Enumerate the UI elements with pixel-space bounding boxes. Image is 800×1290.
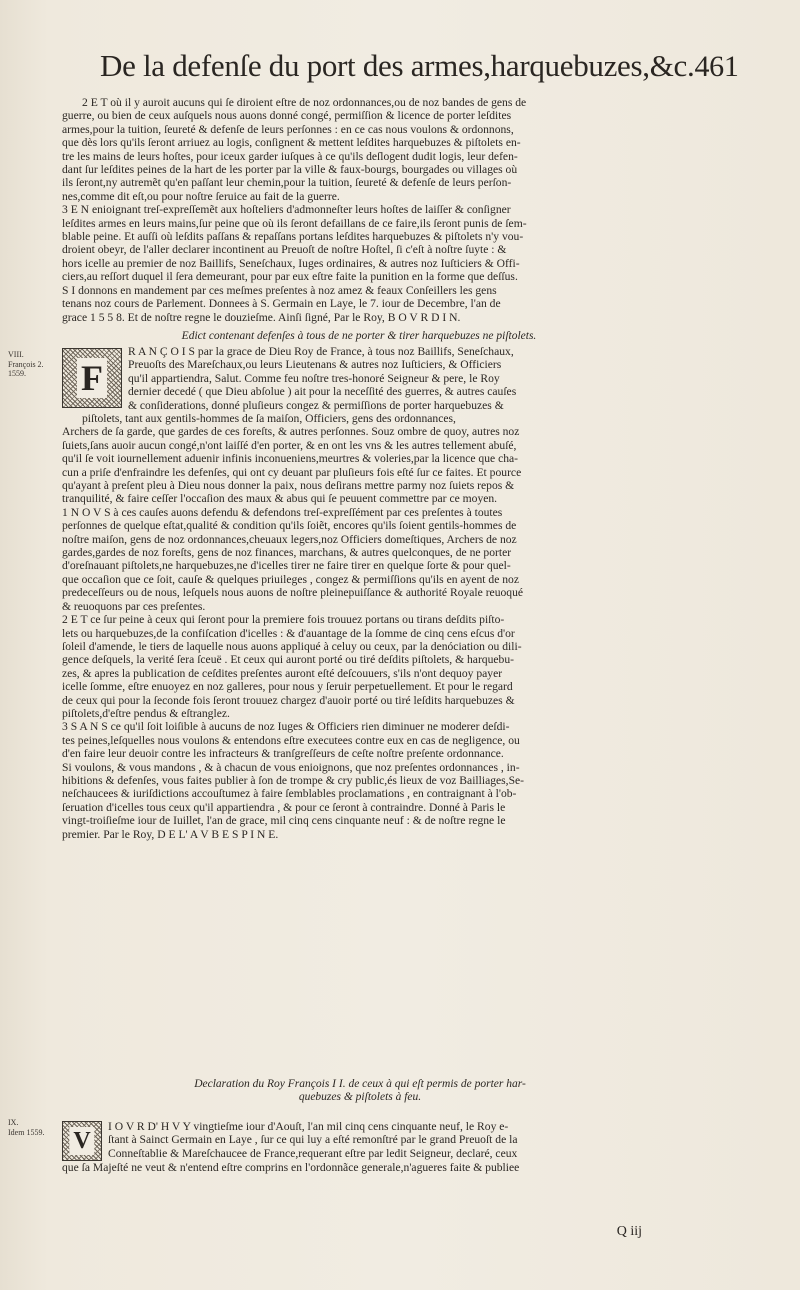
margin-numeral: VIII. bbox=[8, 350, 24, 359]
text-line: ciers,au reſſort duquel il ſera demeurant, pour par eux eſtre faite la punition en la forme que deſſus. bbox=[62, 270, 518, 284]
text-line: perſonnes de quelque eſtat,qualité & condition qu'ils ſoiẽt, encores qu'ils ſoient gentils-hommes de bbox=[62, 519, 517, 533]
text-line: zes, & apres la publication de ceſdites preſentes auront eſté deſcouuers, s'ils n'ont dequoy payer bbox=[62, 666, 503, 680]
margin-year: Idem 1559. bbox=[8, 1127, 45, 1137]
declaration-opening bbox=[108, 1120, 656, 1160]
text-line: ſoleil d'amende, le tiers de laquelle nous auons appliqué à celuy ou ceux, par la denóciation ou dili- bbox=[62, 639, 522, 653]
text-line: dant ſur leſdites peines de la hart de les porter par la ville & faux-bourgs, bourgades ou villages où bbox=[62, 163, 518, 177]
text-line: 3 E N enioignant treſ-expreſſemẽt aux hoſteliers d'admonneſter leurs hoſtes de laiſſer & conſigner bbox=[62, 203, 511, 217]
text-line: ſeruation d'icelles tous ceux qu'il appartiendra , & pour ce ſeront à contraindre. Donné à Paris le bbox=[62, 800, 506, 814]
initial-letter: V bbox=[69, 1127, 94, 1155]
text-line: d'oreſnauant piſtolets,ne harquebuzes,ne d'icelles tirer ne faire tirer en quelque ſorte & pour quel- bbox=[62, 559, 511, 573]
heading-line: Declaration du Roy François I I. de ceux à qui eſt permis de porter har- bbox=[194, 1078, 526, 1090]
declaration-heading bbox=[100, 1078, 620, 1105]
decorated-initial bbox=[62, 348, 122, 408]
text-line: droient obeyr, de l'aller declarer incontinent au Preuoſt de noſtre Hoſtel, ſi c'eſt à noſtre ſuyte : & bbox=[62, 243, 507, 257]
text-line: guerre, ou bien de ceux auſquels nous auons donné congé, permiſſion & licence de porter leſdites bbox=[62, 109, 512, 123]
text-line: dernier decedé ( que Dieu abſolue ) ait pour la neceſſité des guerres, & autres cauſes bbox=[128, 385, 517, 399]
text-line: icelle ſomme, eſtre enuoyez en noz galleres, pour nous y ſeruir perpetuellement. Et pour le regard bbox=[62, 680, 513, 694]
text-line: gardes,gardes de noz foreſts, gens de noz finances, marchans, & autres quelconques, de ne porter bbox=[62, 546, 512, 560]
text-line: que ſa Majeſté ne veut & n'entend eſtre comprins en l'ordonnãce generale,n'agueres faite & publiee bbox=[62, 1161, 520, 1174]
text-line: & reuoquons par ces preſentes. bbox=[62, 599, 206, 613]
text-line: tenans noz cours de Parlement. Donnees à S. Germain en Laye, le 7. iour de Decembre, l'an de bbox=[62, 297, 501, 311]
text-line: que dès lors qu'ils ſeront arriuez au logis, conſignent & mettent leſdites harquebuzes & piſtolets en- bbox=[62, 136, 521, 150]
text-line: ſuiets,ſans auoir aucun congé,n'ont laiſſé d'en porter, & en ont les vns & les autres tellement abuſé, bbox=[62, 438, 517, 452]
text-line: neſchaucees & iuriſdictions accouſtumez à faire ſemblables proclamations , en contraignant à l'ob- bbox=[62, 787, 517, 801]
edict-body bbox=[62, 412, 656, 841]
edict-opening bbox=[128, 345, 656, 412]
running-head bbox=[100, 48, 739, 84]
text-line: noſtre maiſon, gens de noz ordonnances,cheuaux legers,noz Officiers domeſtiques, Archers de noz bbox=[62, 532, 517, 546]
text-line: R A N Ç O I S par la grace de Dieu Roy de France, à tous noz Baillifs, Seneſchaux, bbox=[128, 345, 514, 358]
text-line: & conſiderations, donné pluſieurs congez & permiſſions de porter harquebuzes & bbox=[128, 398, 504, 412]
text-line: grace 1 5 5 8. Et de noſtre regne le douzieſme. Ainſi ſigné, Par le Roy, B O V R D I N. bbox=[62, 310, 461, 324]
text-line: ils ſeront,ny autremẽt qu'en paſſant leur chemin,pour la tuition, ſeureté & defenſe de leurs perſon- bbox=[62, 176, 512, 190]
text-line: de ceux qui pour la ſeconde fois ſeront trouuez chargez d'auoir porté ou tiré leſdits harquebuzes & bbox=[62, 693, 515, 707]
text-line: I O V R D' H V Y vingtieſme iour d'Aouſt, l'an mil cinq cens cinquante neuf, le Roy e- bbox=[108, 1120, 509, 1133]
text-line: nes,comme dit eſt,ou pour noſtre ſeruice au fait de la guerre. bbox=[62, 189, 340, 203]
text-line: qu'il ſe voit iournellement aduenir infinis inconueniens,meurtres & voleries,par la licence que cha- bbox=[62, 452, 519, 466]
text-line: 3 S A N S ce qu'il ſoit loiſible à aucuns de noz Iuges & Officiers rien diminuer ne moderer deſdi- bbox=[62, 720, 510, 734]
margin-numeral: IX. bbox=[8, 1118, 19, 1127]
text-line: armes,pour la tuition, ſeureté & defenſe de leurs perſonnes : en ce cas nous voulons & ordonnons, bbox=[62, 122, 514, 136]
text-line: Preuoſts des Mareſchaux,ou leurs Lieutenans & autres noz Iuſticiers, & Officiers bbox=[128, 358, 502, 372]
text-line: predeceſſeurs ou de nous, leſquels nous auons de noſtre pleinepuiſſance & authorité Royale reuoqué bbox=[62, 586, 524, 600]
text-line: tranquilité, & faire ceſſer l'occaſion des maux & abus qui ſe peuuent commettre par ce moyen. bbox=[62, 492, 498, 506]
text-line: leſdites armes en leurs mains,ſur peine que où ils ſeront defaillans de ce faire,ils ſeront punis de ſem- bbox=[62, 216, 527, 230]
margin-king: François 2. bbox=[8, 359, 44, 369]
text-line: hibitions & defenſes, vous faites publier à ſon de trompe & cry public,és lieux de voz Bailliages,Se- bbox=[62, 773, 525, 787]
printer-signature: Q iij bbox=[616, 1224, 642, 1239]
article-block-1 bbox=[62, 96, 656, 324]
edict-heading: Edict contenant defenſes à tous de ne porter & tirer harquebuzes ne piſtolets. bbox=[181, 330, 537, 342]
text-line: vingt-troiſieſme iour de Iuillet, l'an de grace, mil cinq cens cinquante neuf : & de noſtre regne le bbox=[62, 814, 506, 828]
margin-note-ix bbox=[8, 1118, 44, 1137]
text-line: 2 E T où il y auroit aucuns qui ſe diroient eſtre de noz ordonnances,ou de noz bandes de gens de bbox=[82, 96, 527, 109]
running-title: De la defenſe du port des armes,harquebuzes,&c. bbox=[100, 48, 695, 83]
margin-note-viii bbox=[8, 350, 44, 379]
text-line: piſtolets,d'eſtre pendus & eſtranglez. bbox=[62, 706, 230, 720]
decorated-initial-v bbox=[62, 1121, 102, 1161]
text-line: Archers de ſa garde, que gardes de ces foreſts, & autres perſonnes. Souz ombre de quoy, autres noz bbox=[62, 425, 520, 439]
text-line: qu'ayant à preſent pleu à Dieu nous donner la paix, nous deſirans mettre parmy noz ſuiets repos & bbox=[62, 479, 515, 493]
margin-year: 1559. bbox=[8, 369, 26, 378]
text-line: Si voulons, & vous mandons , & à chacun de vous enioignons, que noz preſentes ordonnances , in- bbox=[62, 760, 520, 774]
text-line: tes peines,leſquelles nous voulons & entendons eſtre executees contre eux en cas de negligence, ou bbox=[62, 733, 520, 747]
text-line: cun a priſe d'enfraindre les defenſes, qui ont cy deuant par pluſieurs fois eſté ſur ce faites. Et pource bbox=[62, 465, 522, 479]
heading-line: quebuzes & piſtolets à feu. bbox=[298, 1091, 422, 1104]
text-line: gence deſquels, la verité ſera ſceuë . Et ceux qui auront porté ou tiré deſdits piſtolets, & harquebu- bbox=[62, 653, 514, 667]
text-line: hors icelle au premier de noz Baillifs, Seneſchaux, Iuges ordinaires, & autres noz Iuſticiers & Offi- bbox=[62, 256, 520, 270]
text-line: piſtolets, tant aux gentils-hommes de ſa maiſon, Officiers, gens des ordonnances, bbox=[82, 412, 456, 425]
text-line: d'en faire leur deuoir contre les infracteurs & tranſgreſſeurs de ceſte noſtre preſente ordonnance. bbox=[62, 747, 504, 761]
text-line: Conneſtablie & Mareſchaucee de France,requerant eſtre par ledit Seigneur, declaré, ceux bbox=[108, 1146, 518, 1160]
text-line: lets ou harquebuzes,de la confiſcation d'icelles : & d'auantage de la ſomme de cinq cens eſcus d'or bbox=[62, 626, 515, 640]
initial-letter: F bbox=[77, 358, 107, 398]
text-line: 1 N O V S à ces cauſes auons defendu & defendons treſ-expreſſément par ces preſentes à toutes bbox=[62, 505, 503, 519]
text-line: qu'il appartiendra, Salut. Comme feu noſtre tres-honoré Seigneur & pere, le Roy bbox=[128, 371, 500, 385]
text-line: premier. Par le Roy, D E L' A V B E S P I N E. bbox=[62, 827, 279, 841]
text-line: ſtant à Sainct Germain en Laye , ſur ce qui luy a eſté remonſtré par le grand Preuoſt de la bbox=[108, 1133, 518, 1147]
folio-number: 461 bbox=[694, 50, 739, 83]
text-line: que occaſion que ce ſoit, cauſe & quelques priuileges , congez & permiſſions qu'ils en ayent de noz bbox=[62, 572, 520, 586]
text-line: S I donnons en mandement par ces meſmes preſentes à noz amez & feaux Conſeillers les gens bbox=[62, 283, 497, 297]
text-line: tre les mains de leurs hoſtes, pour iceux garder iuſques à ce qu'ils deſlogent dudit logis, leur defen- bbox=[62, 149, 518, 163]
text-line: blable peine. Et auſſi où leſdits paſſans & repaſſans portans leſdites harquebuzes & piſtolets n'y vou- bbox=[62, 230, 524, 244]
declaration-body bbox=[62, 1161, 656, 1174]
text-line: 2 E T ce ſur peine à ceux qui ſeront pour la premiere fois trouuez portans ou tirans deſdits piſto- bbox=[62, 613, 505, 627]
